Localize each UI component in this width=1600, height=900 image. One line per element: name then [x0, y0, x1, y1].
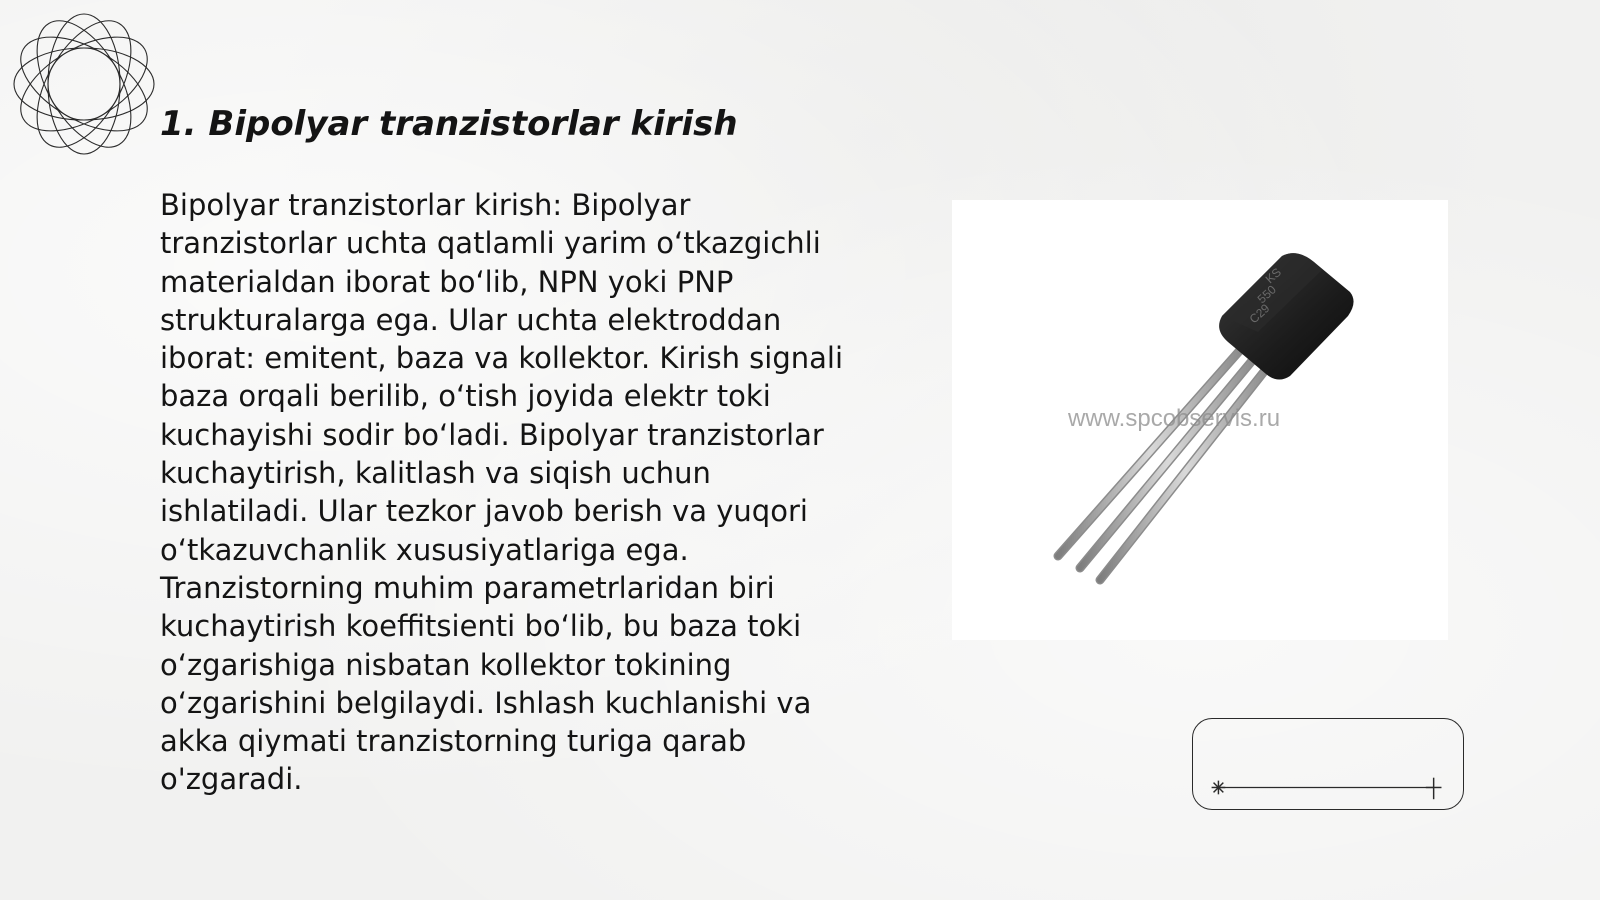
cross-star-icon — [1426, 778, 1442, 800]
svg-text:C29: C29 — [1246, 301, 1273, 327]
decorative-line — [1193, 719, 1463, 809]
svg-text:550: 550 — [1254, 282, 1279, 307]
slide-body-text: Bipolyar tranzistorlar kirish: Bipolyar tranzistorlar uchta qatlamli yarim o‘tkazgichli materialdan iborat bo‘lib, NPN yoki PNP strukturalarga ega. Ular uchta elektroddan iborat: emitent, baza va kollektor. Kirish signali baza orqali berilib, o‘tish joyida elektr toki kuchayishi sodir bo‘ladi. Bipolyar tranzistorlar kuchaytirish, kalitlash va siqish uchun ishlatiladi. Ular tezkor javob berish va yuqori o‘tkazuvchanlik xususiyatlariga ega. Tranzistorning muhim parametrlaridan biri kuchaytirish koeffitsienti bo‘lib, bu baza toki o‘zgarishiga nisbatan kollektor tokining o‘zgarishini belgilaydi. Ishlash kuchlanishi va akka qiymati tranzistorning turiga qarab o'zgaradi. — [160, 188, 844, 797]
watermark-text: www.spcobservis.ru — [1068, 405, 1281, 432]
sparkle-icon — [1212, 781, 1226, 795]
svg-text:KS: KS — [1262, 265, 1284, 287]
circular-rosette-icon — [10, 10, 158, 158]
transistor-photo — [952, 200, 1448, 640]
transistor-icon — [952, 200, 1448, 640]
slide-title: 1. Bipolyar tranzistorlar kirish — [160, 104, 738, 144]
decorative-frame — [1192, 718, 1464, 810]
